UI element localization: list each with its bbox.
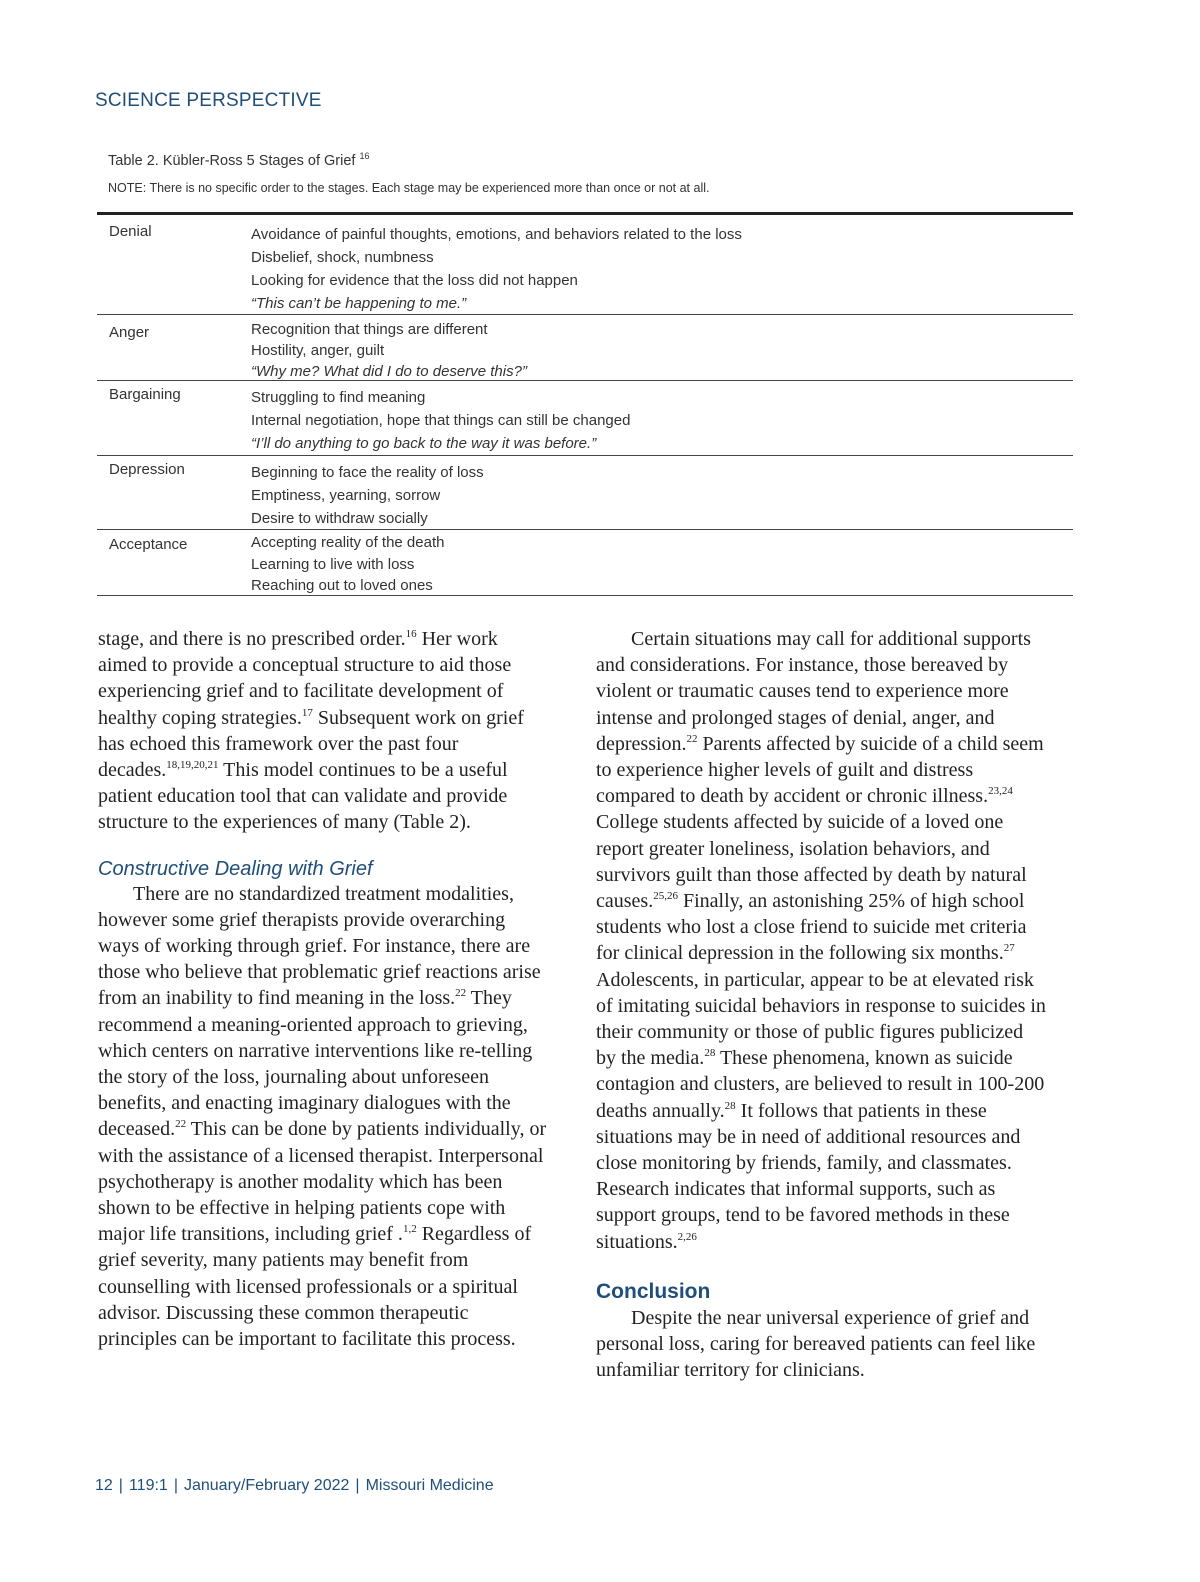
- table-row-denial: [97, 215, 1073, 315]
- stage-line: Internal negotiation, hope that things can still be changed: [251, 412, 631, 429]
- section-heading: Constructive Dealing with Grief: [98, 857, 373, 880]
- citation: 28: [724, 1099, 736, 1112]
- stage-description: [251, 223, 1073, 314]
- stage-line: Reaching out to loved ones: [251, 577, 433, 594]
- table-row-anger: [97, 315, 1073, 381]
- citation: 2,26: [677, 1230, 697, 1243]
- citation: 1,2: [402, 1223, 417, 1236]
- stage-quote: “This can’t be happening to me.”: [251, 295, 467, 312]
- stage-line: Learning to live with loss: [251, 555, 415, 573]
- table-row-bargaining: [97, 381, 1073, 456]
- issue-number: 119:1: [128, 1477, 168, 1494]
- table-caption: [108, 151, 369, 169]
- separator: |: [118, 1477, 123, 1494]
- stage-name: Anger: [109, 324, 150, 341]
- left-column: [98, 626, 548, 1352]
- table-caption-ref: 16: [359, 151, 370, 161]
- citation: 18,19,20,21: [166, 759, 219, 772]
- stage-line: Struggling to find meaning: [251, 389, 426, 406]
- page-footer: [95, 1477, 494, 1495]
- stage-name: Bargaining: [109, 386, 181, 403]
- stage-description: [251, 461, 1073, 529]
- issue-date: January/February 2022: [183, 1477, 350, 1494]
- separator: |: [355, 1477, 360, 1494]
- stage-line: Hostility, anger, guilt: [251, 342, 385, 359]
- stage-line: Accepting reality of the death: [251, 534, 445, 551]
- stage-line: Avoidance of painful thoughts, emotions, and behaviors related to the loss: [251, 226, 742, 243]
- stage-description: [251, 386, 1073, 455]
- stage-line: Recognition that things are different: [251, 321, 488, 338]
- citation: 17: [301, 706, 313, 719]
- paragraph: Despite the near universal experience of grief and personal loss, caring for bereaved patients can feel like unfamiliar territory for clinicians.: [596, 1306, 1036, 1382]
- table-row-acceptance: [97, 530, 1073, 596]
- citation: 22: [455, 987, 467, 1000]
- stage-description: [251, 319, 1073, 380]
- citation: 22: [175, 1118, 187, 1131]
- stage-line: Beginning to face the reality of loss: [251, 464, 484, 481]
- stage-description: [251, 532, 1073, 595]
- stage-line: Looking for evidence that the loss did not happen: [251, 272, 578, 289]
- citation: 28: [704, 1047, 716, 1060]
- citation: 27: [1003, 942, 1015, 955]
- stage-name: Depression: [109, 461, 185, 478]
- journal-name: Missouri Medicine: [365, 1477, 494, 1494]
- section-label: SCIENCE PERSPECTIVE: [95, 90, 322, 111]
- page-number: 12: [95, 1477, 113, 1494]
- conclusion-heading: Conclusion: [596, 1279, 711, 1303]
- citation: 25,26: [653, 890, 678, 903]
- stage-quote: “Why me? What did I do to deserve this?”: [251, 363, 527, 380]
- citation: 22: [686, 732, 698, 745]
- stage-name: Denial: [109, 223, 152, 240]
- paragraph: stage, and there is no prescribed order.$^{16}$ Her work aimed to provide a conceptual structure to aid those experiencing grief and to facilitate development of healthy coping strategies.$^{17}$ Subsequent work on grief has echoed this framework over the past four decades.$^{18,19,20,21}$ This model continues to be a useful patient education tool that can validate and provide structure to the experiences of many (Table 2).: [98, 628, 524, 834]
- stage-line: Emptiness, yearning, sorrow: [251, 487, 441, 504]
- stage-line: Disbelief, shock, numbness: [251, 249, 434, 266]
- citation: 16: [405, 628, 417, 640]
- stage-line: Desire to withdraw socially: [251, 510, 428, 527]
- stage-quote: “I’ll do anything to go back to the way it was before.”: [251, 435, 597, 452]
- table-row-depression: [97, 456, 1073, 530]
- stage-name: Acceptance: [109, 536, 188, 553]
- right-column: [596, 626, 1046, 1383]
- separator: |: [173, 1477, 178, 1494]
- citation: 23,24: [988, 785, 1013, 798]
- paragraph: There are no standardized treatment modalities, however some grief therapists provide overarching ways of working through grief. For instance, there are those who believe that problematic grief reactions arise from an inability to find meaning in the loss.$^{22}$ They recommend a meaning-oriented approach to grieving, which centers on narrative interventions like re-telling the story of the loss, journaling about unforeseen benefits, and enacting imaginary dialogues with the deceased.$^{22}$ This can be done by patients individually, or with the assistance of a licensed therapist. Interpersonal psychotherapy is another modality which has been shown to be effective in helping patients cope with major life transitions, including grief .$^{1,2}$ Regardless of grief severity, many patients may benefit from counselling with licensed professionals or a spiritual advisor. Discussing these common therapeutic principles can be important to facilitate this process.: [98, 882, 547, 1351]
- paragraph: Certain situations may call for additional supports and considerations. For instance, those bereaved by violent or traumatic causes tend to experience more intense and prolonged stages of denial, anger, and depression.$^{22}$ Parents affected by suicide of a child seem to experience higher levels of guilt and distress compared to death by accident or chronic illness.$^{23,24}$ College students affected by suicide of a loved one report greater loneliness, isolation behaviors, and survivors guilt than those affected by death by natural causes.$^{25,26}$ Finally, an astonishing 25% of high school students who lost a close friend to suicide met criteria for clinical depression in the following six months.$^{27}$ Adolescents, in particular, appear to be at elevated risk of imitating suicidal behaviors in response to suicides in their community or those of public figures publicized by the media.$^{28}$ These phenomena, known as suicide contagion and clusters, are believed to result in 100-200 deaths annually.$^{28}$ It follows that patients in these situations may be in need of additional resources and close monitoring by friends, family, and classmates. Research indicates that informal supports, such as support groups, tend to be favored methods in these situations.$^{2,26}$: [596, 628, 1046, 1253]
- table-note: NOTE: There is no specific order to the stages. Each stage may be experienced more than once or not at all.: [108, 181, 710, 195]
- stages-table: [97, 212, 1073, 596]
- table-caption-text: Table 2. Kübler-Ross 5 Stages of Grief: [108, 152, 356, 169]
